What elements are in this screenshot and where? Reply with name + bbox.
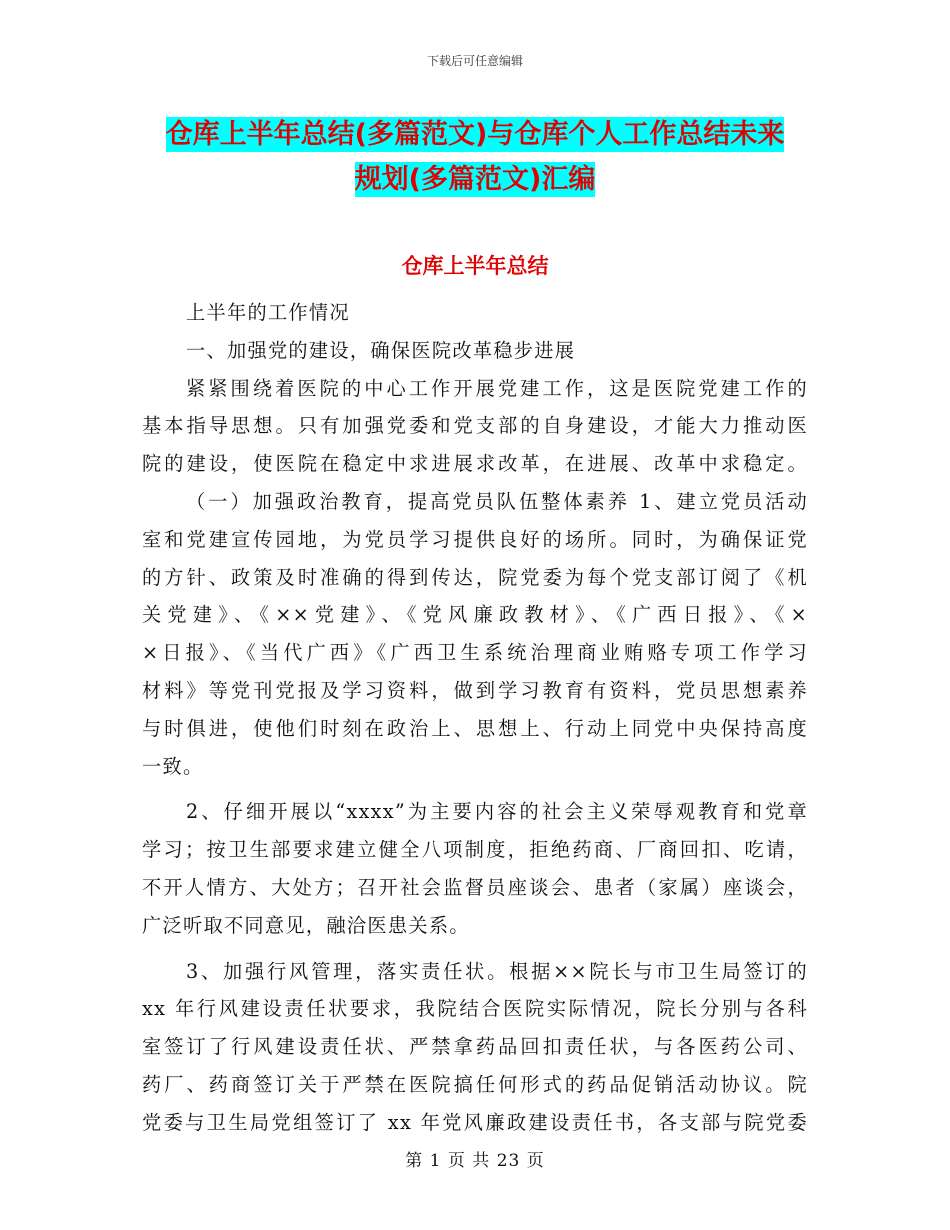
paragraph-line: 不开人情方、大处方；召开社会监督员座谈会、患者（家属）座谈会， <box>142 875 808 899</box>
document-title-line-1 <box>0 112 950 151</box>
paragraph-line: 党委与卫生局党组签订了 xx 年党风廉政建设责任书，各支部与院党委 <box>142 1110 808 1134</box>
title-highlight: 仓库上半年总结(多篇范文)与仓库个人工作总结未来 <box>165 119 785 150</box>
paragraph-line: ×日报》、《当代广西》《广西卫生系统治理商业贿赂专项工作学习 <box>142 641 808 665</box>
page-footer: 第 1 页 共 23 页 <box>405 1151 545 1171</box>
paragraph-line: 学习；按卫生部要求建立健全八项制度，拒绝药商、厂商回扣、吃请， <box>142 838 808 862</box>
paragraph-line: 关党建》、《××党建》、《党风廉政教材》、《广西日报》、《× <box>142 603 808 627</box>
document-title-line-2 <box>0 157 950 196</box>
paragraph-line: 药厂、药商签订关于严禁在医院搞任何形式的药品促销活动协议。院 <box>142 1072 808 1096</box>
paragraph-line: 室签订了行风建设责任状、严禁拿药品回扣责任状，与各医药公司、 <box>142 1035 808 1059</box>
paragraph-line: 广泛听取不同意见，融洽医患关系。 <box>142 913 470 937</box>
paragraph-line: 室和党建宣传园地，为党员学习提供良好的场所。同时，为确保证党 <box>142 527 808 551</box>
paragraph-line: 一致。 <box>142 754 204 778</box>
section-title: 仓库上半年总结 <box>401 254 549 278</box>
paragraph-line: xx 年行风建设责任状要求，我院结合医院实际情况，院长分别与各科 <box>142 997 808 1021</box>
paragraph-line: 与时俱进，使他们时刻在政治上、思想上、行动上同党中央保持高度 <box>142 716 808 740</box>
header-note: 下载后可任意编辑 <box>426 54 523 68</box>
paragraph-line: 3、加强行风管理，落实责任状。根据××院长与市卫生局签订的 <box>186 959 808 983</box>
paragraph-line: 紧紧围绕着医院的中心工作开展党建工作，这是医院党建工作的 <box>186 376 808 400</box>
title-highlight: 规划(多篇范文)汇编 <box>354 164 596 195</box>
body-heading: 上半年的工作情况 <box>186 301 350 324</box>
paragraph-line: 的方针、政策及时准确的得到传达，院党委为每个党支部订阅了《机 <box>142 565 808 589</box>
paragraph-line: 材料》等党刊党报及学习资料，做到学习教育有资料，党员思想素养 <box>142 678 808 702</box>
paragraph-line: 院的建设，使医院在稳定中求进展求改革，在进展、改革中求稳定。 <box>142 452 808 476</box>
document-body <box>142 294 808 1142</box>
paragraph-line: （一）加强政治教育，提高党员队伍整体素养 1、建立党员活动 <box>186 489 808 513</box>
body-heading: 一、加强党的建设，确保医院改革稳步进展 <box>186 338 576 362</box>
paragraph-line: 2、仔细开展以“xxxx”为主要内容的社会主义荣辱观教育和党章 <box>186 800 808 824</box>
paragraph-line: 基本指导思想。只有加强党委和党支部的自身建设，才能大力推动医 <box>142 414 808 438</box>
